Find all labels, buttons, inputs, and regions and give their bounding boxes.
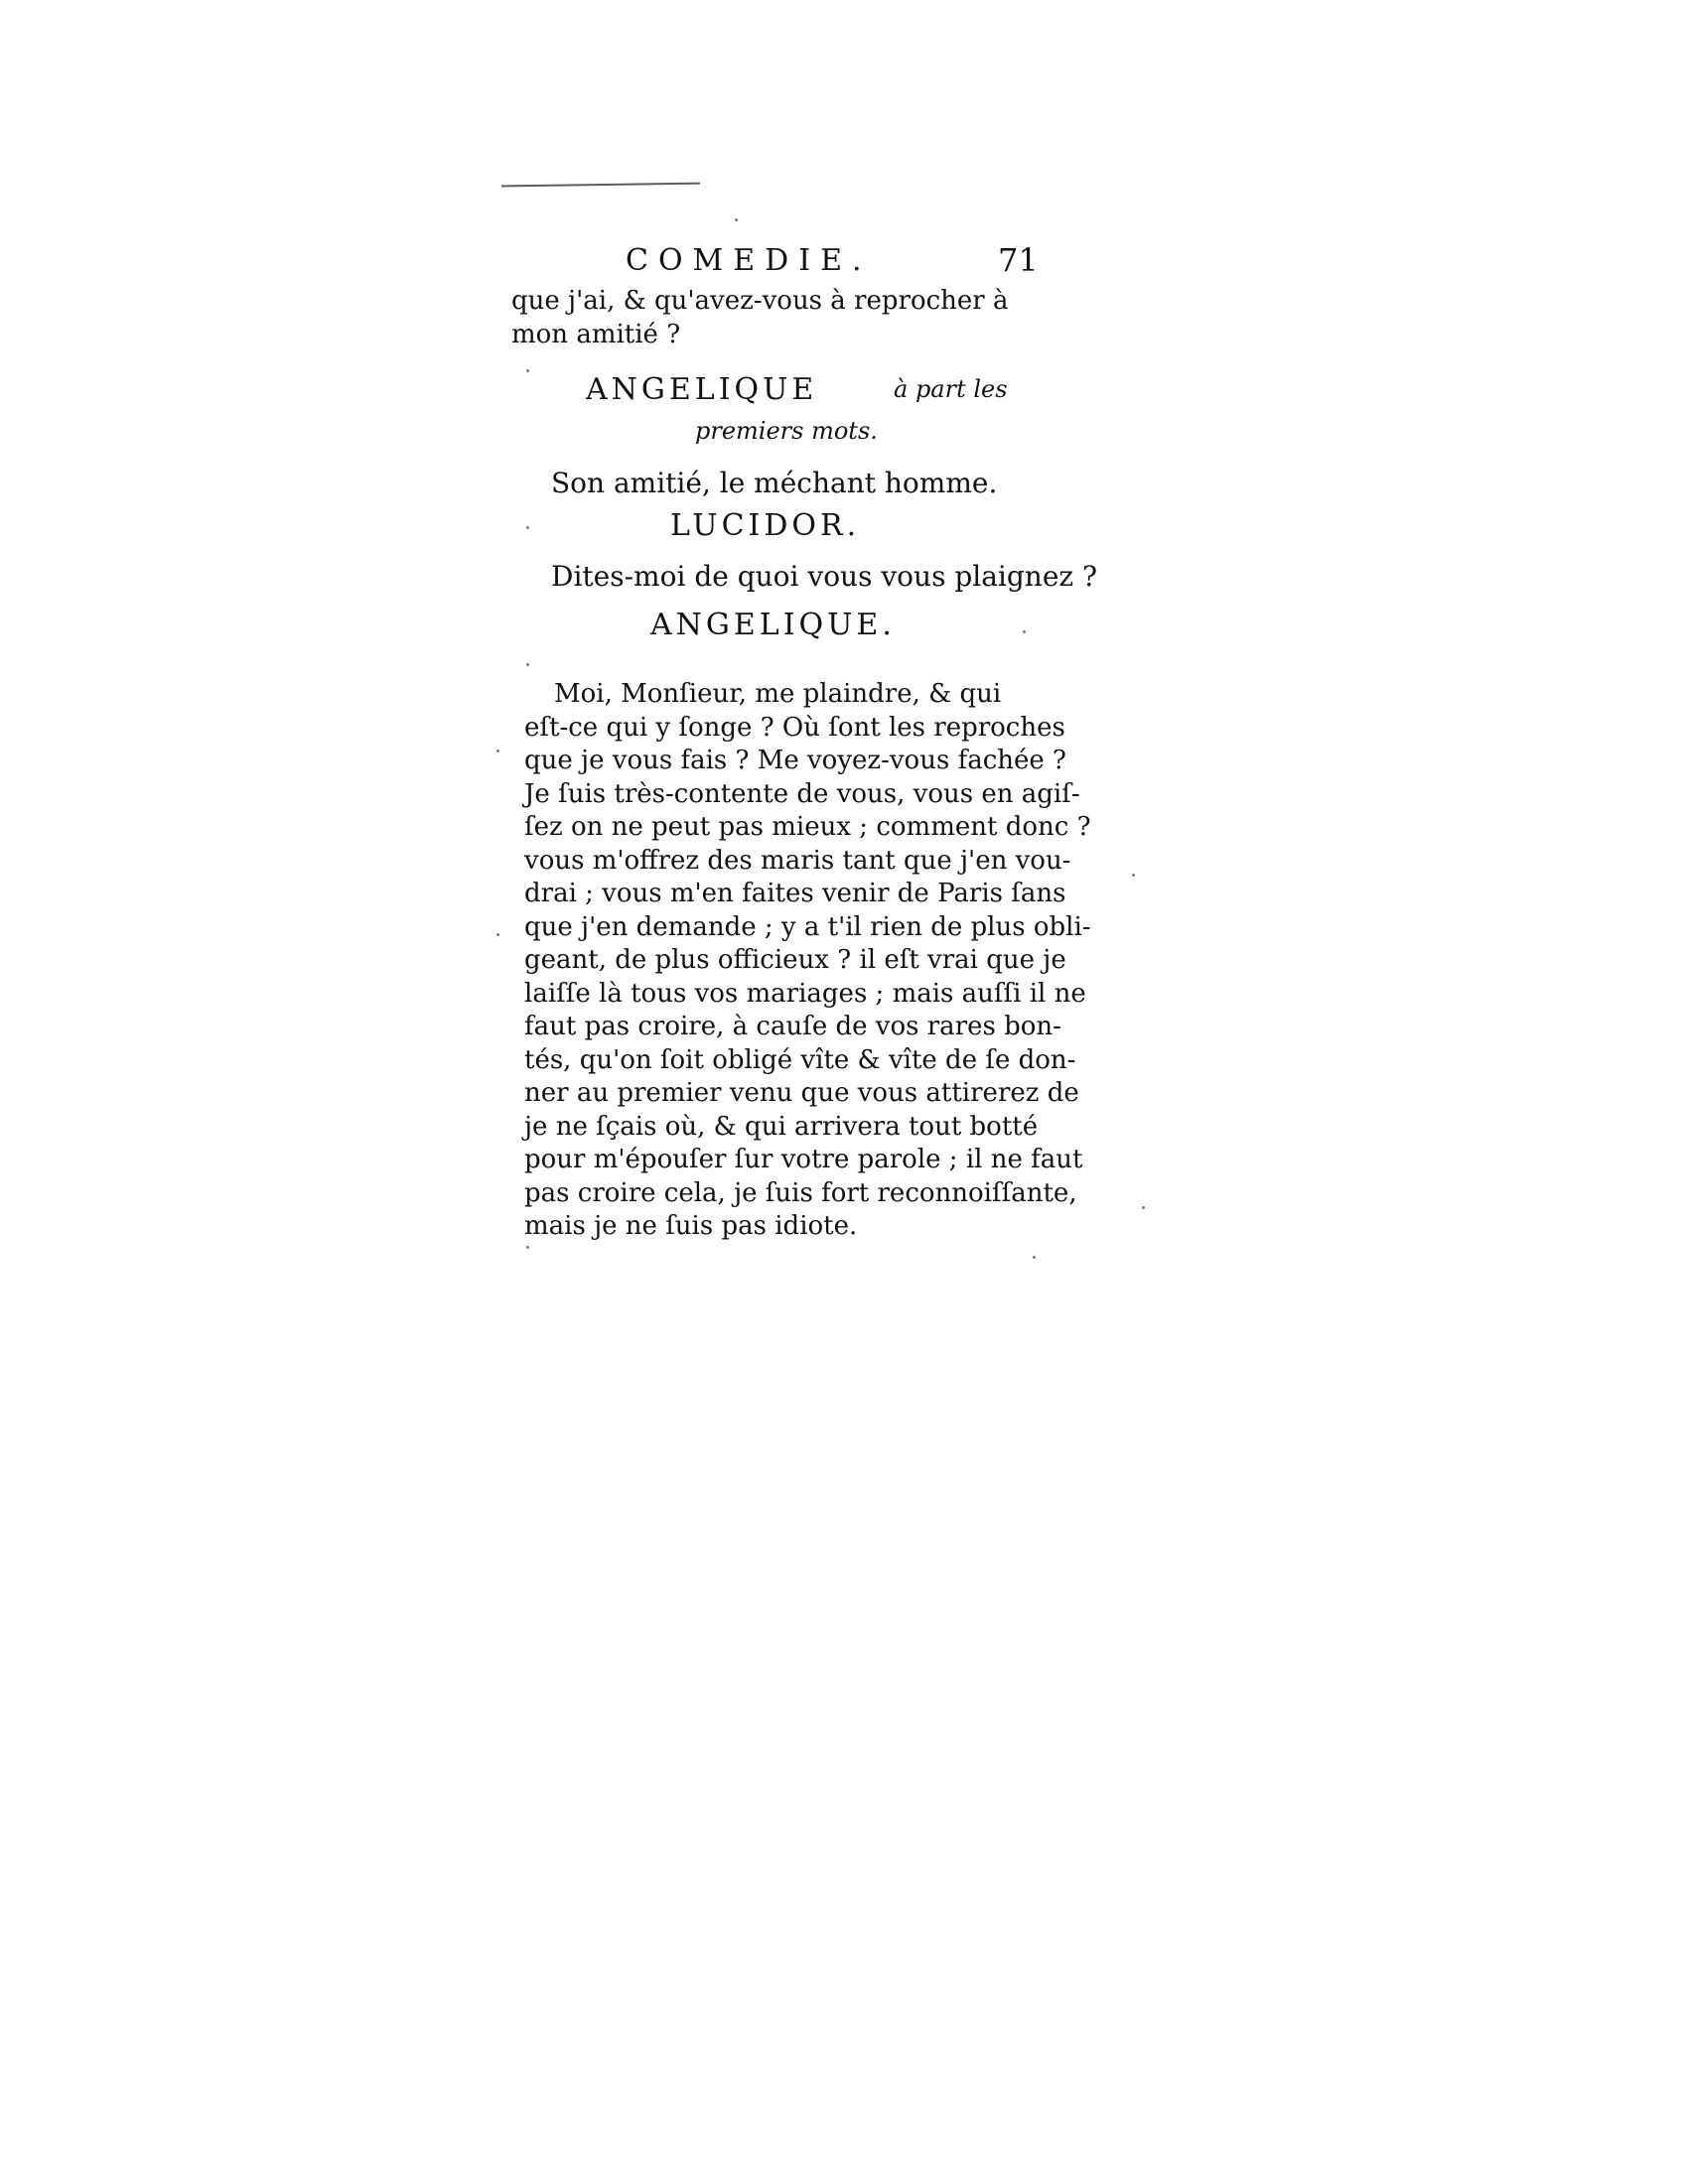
speaker-angelique-1: ANGELIQUE — [586, 372, 818, 407]
continuation-line-1: que j'ai, & qu'avez-vous à reprocher à — [511, 286, 1009, 316]
scan-speck — [1142, 1206, 1145, 1209]
scan-speck — [526, 663, 529, 666]
scan-speck — [526, 369, 529, 372]
scan-speck — [526, 1246, 529, 1249]
scan-speck — [1132, 874, 1135, 877]
speech-3-line: que je vous fais ? Me voyez-vous fachée ? — [524, 746, 1066, 775]
scan-speck — [1023, 630, 1026, 633]
speech-3-line: vous m'offrez des maris tant que j'en vou- — [524, 845, 1071, 876]
stage-direction-line-2: premiers mots. — [695, 417, 878, 445]
speech-3-line: pour m'épouſer ſur votre parole ; il ne faut — [524, 1145, 1083, 1174]
scan-speck — [496, 933, 499, 936]
speech-3-line: tés, qu'on ſoit obligé vîte & vîte de ſe don- — [524, 1044, 1076, 1075]
speech-3-line: ſez on ne peut pas mieux ; comment donc ? — [524, 812, 1091, 842]
speaker-lucidor: LUCIDOR. — [670, 508, 861, 543]
speaker-angelique-2: ANGELIQUE. — [650, 608, 896, 642]
page-number: 71 — [998, 241, 1039, 279]
speech-1-text: Son amitié, le méchant homme. — [551, 467, 998, 499]
top-rule — [501, 183, 700, 188]
speech-3-line: laiſſe là tous vos mariages ; mais auſſi il ne — [524, 978, 1086, 1009]
speech-3-line: que j'en demande ; y a t'il rien de plus obli- — [524, 911, 1091, 942]
speech-3-line: geant, de plus officieux ? il eſt vrai que je — [524, 945, 1066, 975]
speech-3-paragraph — [524, 678, 1091, 1244]
scan-speck — [526, 526, 529, 529]
scan-speck — [735, 218, 738, 221]
speech-3-line: mais je ne ſuis pas idiote. — [524, 1211, 858, 1241]
speech-3-line: Je ſuis très-contente de vous, vous en agiſ- — [524, 778, 1080, 809]
speech-3-line: pas croire cela, je ſuis fort reconnoiſſante, — [524, 1177, 1077, 1208]
scan-speck — [1033, 1256, 1036, 1259]
running-head-title: COMEDIE. — [626, 243, 872, 278]
speech-2-text: Dites-moi de quoi vous vous plaignez ? — [551, 560, 1098, 593]
speech-3-line: ner au premier venu que vous attirerez de — [524, 1078, 1079, 1108]
speech-3-line: je ne ſçais où, & qui arrivera tout botté — [524, 1111, 1039, 1142]
speech-3-line: eſt-ce qui y ſonge ? Où ſont les reproches — [524, 712, 1065, 743]
scan-speck — [496, 750, 499, 752]
speech-3-line: faut pas croire, à cauſe de vos rares bon- — [524, 1012, 1061, 1041]
stage-direction-line-1: à part les — [894, 375, 1008, 403]
continuation-line-2: mon amitié ? — [511, 320, 681, 349]
speech-3-line: Moi, Monſieur, me plaindre, & qui — [554, 679, 1002, 709]
speech-3-line: drai ; vous m'en faites venir de Paris ſans — [524, 879, 1066, 908]
